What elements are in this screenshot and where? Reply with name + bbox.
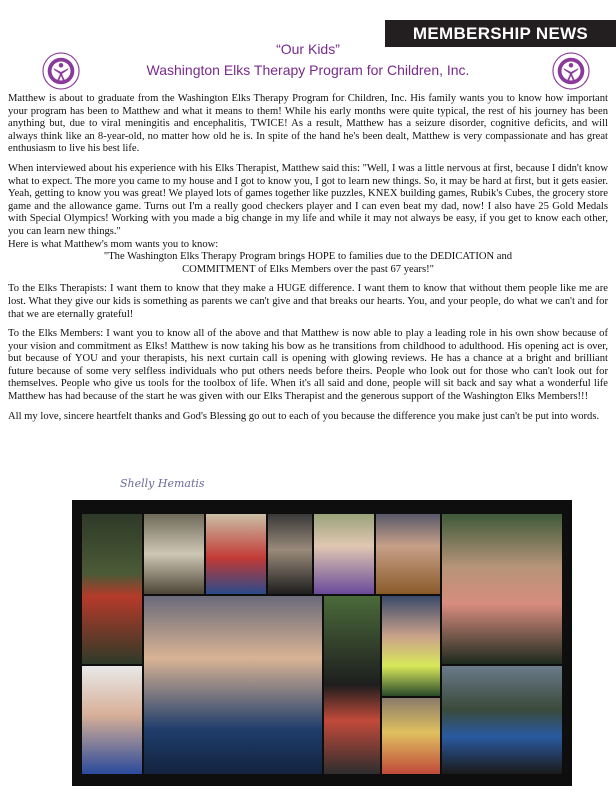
photo-boy-spiderman (206, 514, 266, 594)
photo-young-man-fish (442, 514, 562, 664)
title-our-kids: “Our Kids” (276, 41, 340, 57)
banner-label: MEMBERSHIP NEWS (412, 23, 589, 43)
photo-knex-building (382, 698, 440, 774)
paragraph-to-members: To the Elks Members: I want you to know all of the above and that Matthew is now able to play a leading role in his own show because of your vision and commitment as Elks! Matthew is now taking his bow as he transitions from childhood to adulthood. His opening act is over, but because of YOU and your therapists, his next curtain call is opening with glowing reviews. He has a chance at a bright and brilliant future because of some very selfless individuals who put others needs before theirs. People who look out for those who can't look out for themselves. People who give us tools for the toolbox of life. When it's all said and done, people will sit back and say what a wonderful life Matthew has had because of the start he was given with our Elks Therapist and the generous support of the Washington Elks Members!!! (8, 328, 608, 403)
mom-quote (8, 251, 608, 276)
paragraph-intro: Matthew is about to graduate from the Washington Elks Therapy Program for Children, Inc. His family wants you to know how important your program has been to Matthew and what it means to them! While his early months were quite typical, the rest of his journey has been anything but, due to viral meningitis and encephalitis, TWICE! As a result, Matthew has a seizure disorder, cognitive deficits, and will always think like an 8-year-old, no matter how old he is. In spite of the hand he's been dealt, Matthew is very compassionate and has great enthusiasm to live his best life. (8, 93, 608, 155)
paragraph-closing: All my love, sincere heartfelt thanks and God's Blessing go out to each of you because the difference you make just can't be put into words. (8, 410, 600, 422)
signature-text: Shelly Hematis (120, 477, 205, 490)
article-body (8, 93, 608, 430)
photo-boy-purple-shirt (314, 514, 374, 594)
photo-runner-race (324, 596, 380, 774)
paragraph-to-therapists: To the Elks Therapists: I want them to know that they make a HUGE difference. I want them to know that without them people like me are lost. What they give our kids is something as parents we can't give and that breaks our hearts. You, and your people, do what we can't and for that we are eternally grateful! (8, 283, 608, 320)
photo-boy-medal (382, 596, 440, 696)
paragraph-matthew-interview: When interviewed about his experience with his Elks Therapist, Matthew said this: "Well, I was a little nervous at first, because I didn't know what to expect. The more you came to my house and I got to know you, I got to learn new things. So, it may be hard at first, but it gets easier. Yeah, getting to know you was great! We played lots of games together like puzzles, KNEX building games, Rubik's Cubes, the grocery store game and the allowance game. Turns out I'm a really good checkers player and I can even beat my dad, now! I also have 25 Gold Medals with Special Olympics! Working with you made a big change in my life and while it may not always be easy, if you get to know each other, you can learn new things." (8, 162, 608, 237)
photo-boy-with-lamb (144, 514, 204, 594)
handwritten-signature (120, 477, 205, 490)
title-program-name: Washington Elks Therapy Program for Children, Inc. (146, 62, 470, 78)
quote-line-2: COMMITMENT of Elks Members over the past 67 years!" (182, 263, 434, 275)
photo-collage (72, 500, 572, 786)
photo-boy-pizza (376, 514, 440, 594)
photo-boy-cap (268, 514, 312, 594)
photo-boy-crown (82, 666, 142, 774)
photo-mom-and-son (144, 596, 322, 774)
quote-line-1: "The Washington Elks Therapy Program brings HOPE to families due to the DEDICATION and (103, 251, 513, 263)
photo-boy-running (82, 514, 142, 664)
photo-atv-ride (442, 666, 562, 774)
paragraph-mom-intro: Here is what Matthew's mom wants you to know: (8, 238, 219, 250)
article-title (0, 40, 616, 79)
